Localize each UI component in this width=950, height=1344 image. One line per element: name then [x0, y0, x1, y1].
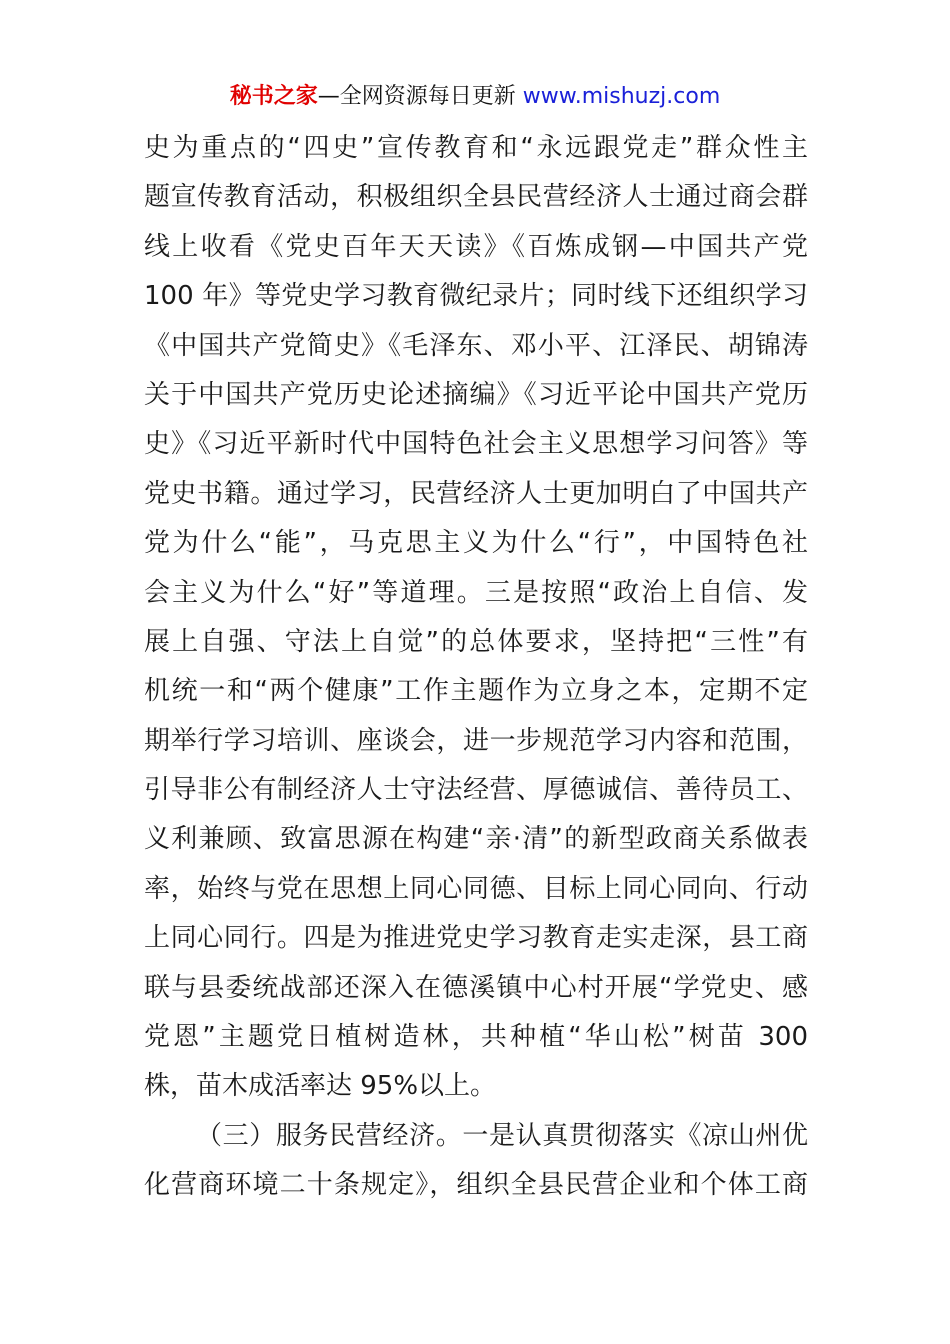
site-header — [0, 82, 950, 112]
text-line: 联与县委统战部还深入在德溪镇中心村开展“学党史、感 — [144, 972, 808, 1003]
text-line: 上同心同行。四是为推进党史学习教育走实走深，县工商 — [144, 923, 808, 954]
text-line: 率，始终与党在思想上同心同德、目标上同心同向、行动 — [144, 873, 808, 904]
paragraph-end-line: 株，苗木成活率达 95%以上。 — [144, 1071, 497, 1102]
text-line: 化营商环境二十条规定》，组织全县民营企业和个体工商 — [144, 1170, 808, 1201]
text-line: 题宣传教育活动，积极组织全县民营经济人士通过商会群 — [144, 182, 808, 213]
text-line: 《中国共产党简史》《毛泽东、邓小平、江泽民、胡锦涛 — [144, 330, 808, 361]
text-line: 党恩”主题党日植树造林，共种植“华山松”树苗 300 — [144, 1022, 808, 1053]
text-line: 机统一和“两个健康”工作主题作为立身之本，定期不定 — [144, 676, 808, 707]
text-line: 党史书籍。通过学习，民营经济人士更加明白了中国共产 — [144, 478, 808, 509]
document-body — [144, 124, 808, 1211]
text-line: 线上收看《党史百年天天读》《百炼成钢—中国共产党 — [144, 231, 808, 262]
text-line: 期举行学习培训、座谈会，进一步规范学习内容和范围， — [144, 725, 808, 756]
text-line: 关于中国共产党历史论述摘编》《习近平论中国共产党历 — [144, 379, 808, 410]
text-line: 引导非公有制经济人士守法经营、厚德诚信、善待员工、 — [144, 775, 808, 806]
text-line: 会主义为什么“好”等道理。三是按照“政治上自信、发 — [144, 577, 808, 608]
text-line: 史为重点的“四史”宣传教育和“永远跟党走”群众性主 — [144, 133, 808, 163]
text-line: 史》《习近平新时代中国特色社会主义思想学习问答》等 — [144, 429, 808, 460]
text-line: 100 年》等党史学习教育微纪录片；同时线下还组织学习 — [144, 281, 808, 312]
site-tagline: —全网资源每日更新 — [317, 84, 516, 109]
section-heading-line: （三）服务民营经济。一是认真贯彻落实《凉山州优 — [196, 1120, 808, 1151]
text-line: 展上自强、守法上自觉”的总体要求，坚持把“三性”有 — [144, 626, 808, 657]
site-brand: 秘书之家 — [229, 84, 318, 109]
text-line: 党为什么“能”，马克思主义为什么“行”，中国特色社 — [144, 528, 808, 559]
text-line: 义利兼顾、致富思源在构建“亲·清”的新型政商关系做表 — [144, 824, 808, 855]
site-url-link[interactable]: www.mishuzj.com — [522, 84, 721, 109]
